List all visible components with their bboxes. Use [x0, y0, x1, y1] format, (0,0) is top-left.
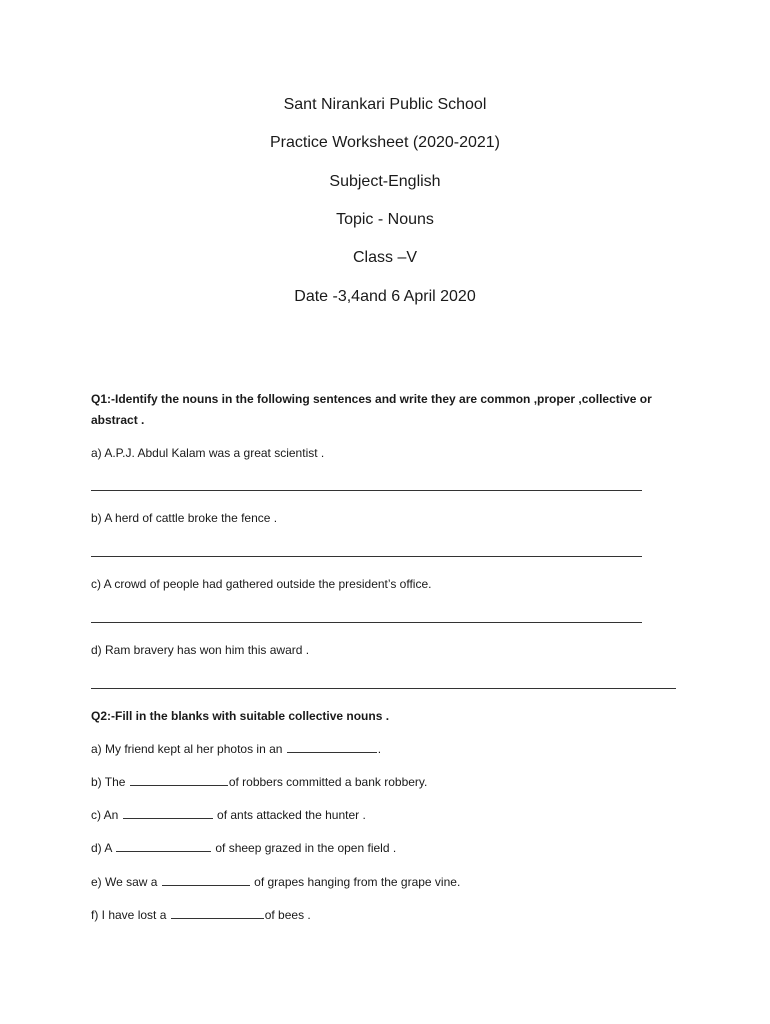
q2-blank-a[interactable]: [287, 740, 377, 753]
q1-heading: Q1:-Identify the nouns in the following sentences and write they are common ,proper ,collective or abstract .: [91, 392, 652, 427]
q2-item-e-text: e) We saw a: [91, 875, 161, 889]
q1-item-d: d) Ram bravery has won him this award .: [91, 643, 310, 657]
q2-item-b-text: b) The: [91, 775, 129, 789]
q2-blank-b[interactable]: [130, 773, 228, 786]
q2-item-e-suffix: of grapes hanging from the grape vine.: [250, 875, 461, 889]
q2-item-f-text: f) I have lost a: [91, 908, 170, 922]
q1-item-a: a) A.P.J. Abdul Kalam was a great scientist .: [91, 446, 325, 460]
q2-blank-d[interactable]: [116, 839, 211, 852]
q2-item-c-text: c) An: [91, 808, 122, 822]
q2-heading: Q2:-Fill in the blanks with suitable collective nouns .: [91, 709, 390, 723]
q2-blank-f[interactable]: [171, 906, 264, 919]
worksheet-title: Practice Worksheet (2020-2021): [269, 134, 501, 151]
class-line: Class –V: [352, 249, 418, 266]
q1-answer-line-a[interactable]: [91, 490, 642, 491]
date-line: Date -3,4and 6 April 2020: [294, 288, 476, 305]
q2-item-c-suffix: of ants attacked the hunter .: [213, 808, 366, 822]
q2-item-c: [91, 806, 366, 823]
q1-answer-line-c[interactable]: [91, 622, 642, 623]
q2-item-d: [91, 839, 396, 856]
q2-item-a: [91, 740, 381, 757]
q2-item-f-suffix: of bees .: [264, 908, 311, 922]
topic-line: Topic - Nouns: [336, 211, 434, 228]
q2-item-f: [91, 906, 311, 923]
q2-item-a-text: a) My friend kept al her photos in an: [91, 742, 286, 756]
q2-item-a-suffix: .: [377, 742, 382, 756]
q1-item-b: b) A herd of cattle broke the fence .: [91, 511, 278, 525]
q2-item-d-suffix: of sheep grazed in the open field .: [212, 841, 397, 855]
school-name: Sant Nirankari Public School: [283, 96, 487, 113]
q1-answer-line-d[interactable]: [91, 688, 676, 689]
q1-item-c: c) A crowd of people had gathered outside the president’s office.: [91, 577, 432, 591]
q2-blank-c[interactable]: [123, 806, 213, 819]
q2-item-b-suffix: of robbers committed a bank robbery.: [228, 775, 428, 789]
q1-answer-line-b[interactable]: [91, 556, 642, 557]
q2-blank-e[interactable]: [162, 873, 250, 886]
q2-item-d-text: d) A: [91, 841, 116, 855]
q2-item-b: [91, 773, 427, 790]
q2-item-e: [91, 873, 460, 890]
subject-line: Subject-English: [329, 173, 441, 190]
